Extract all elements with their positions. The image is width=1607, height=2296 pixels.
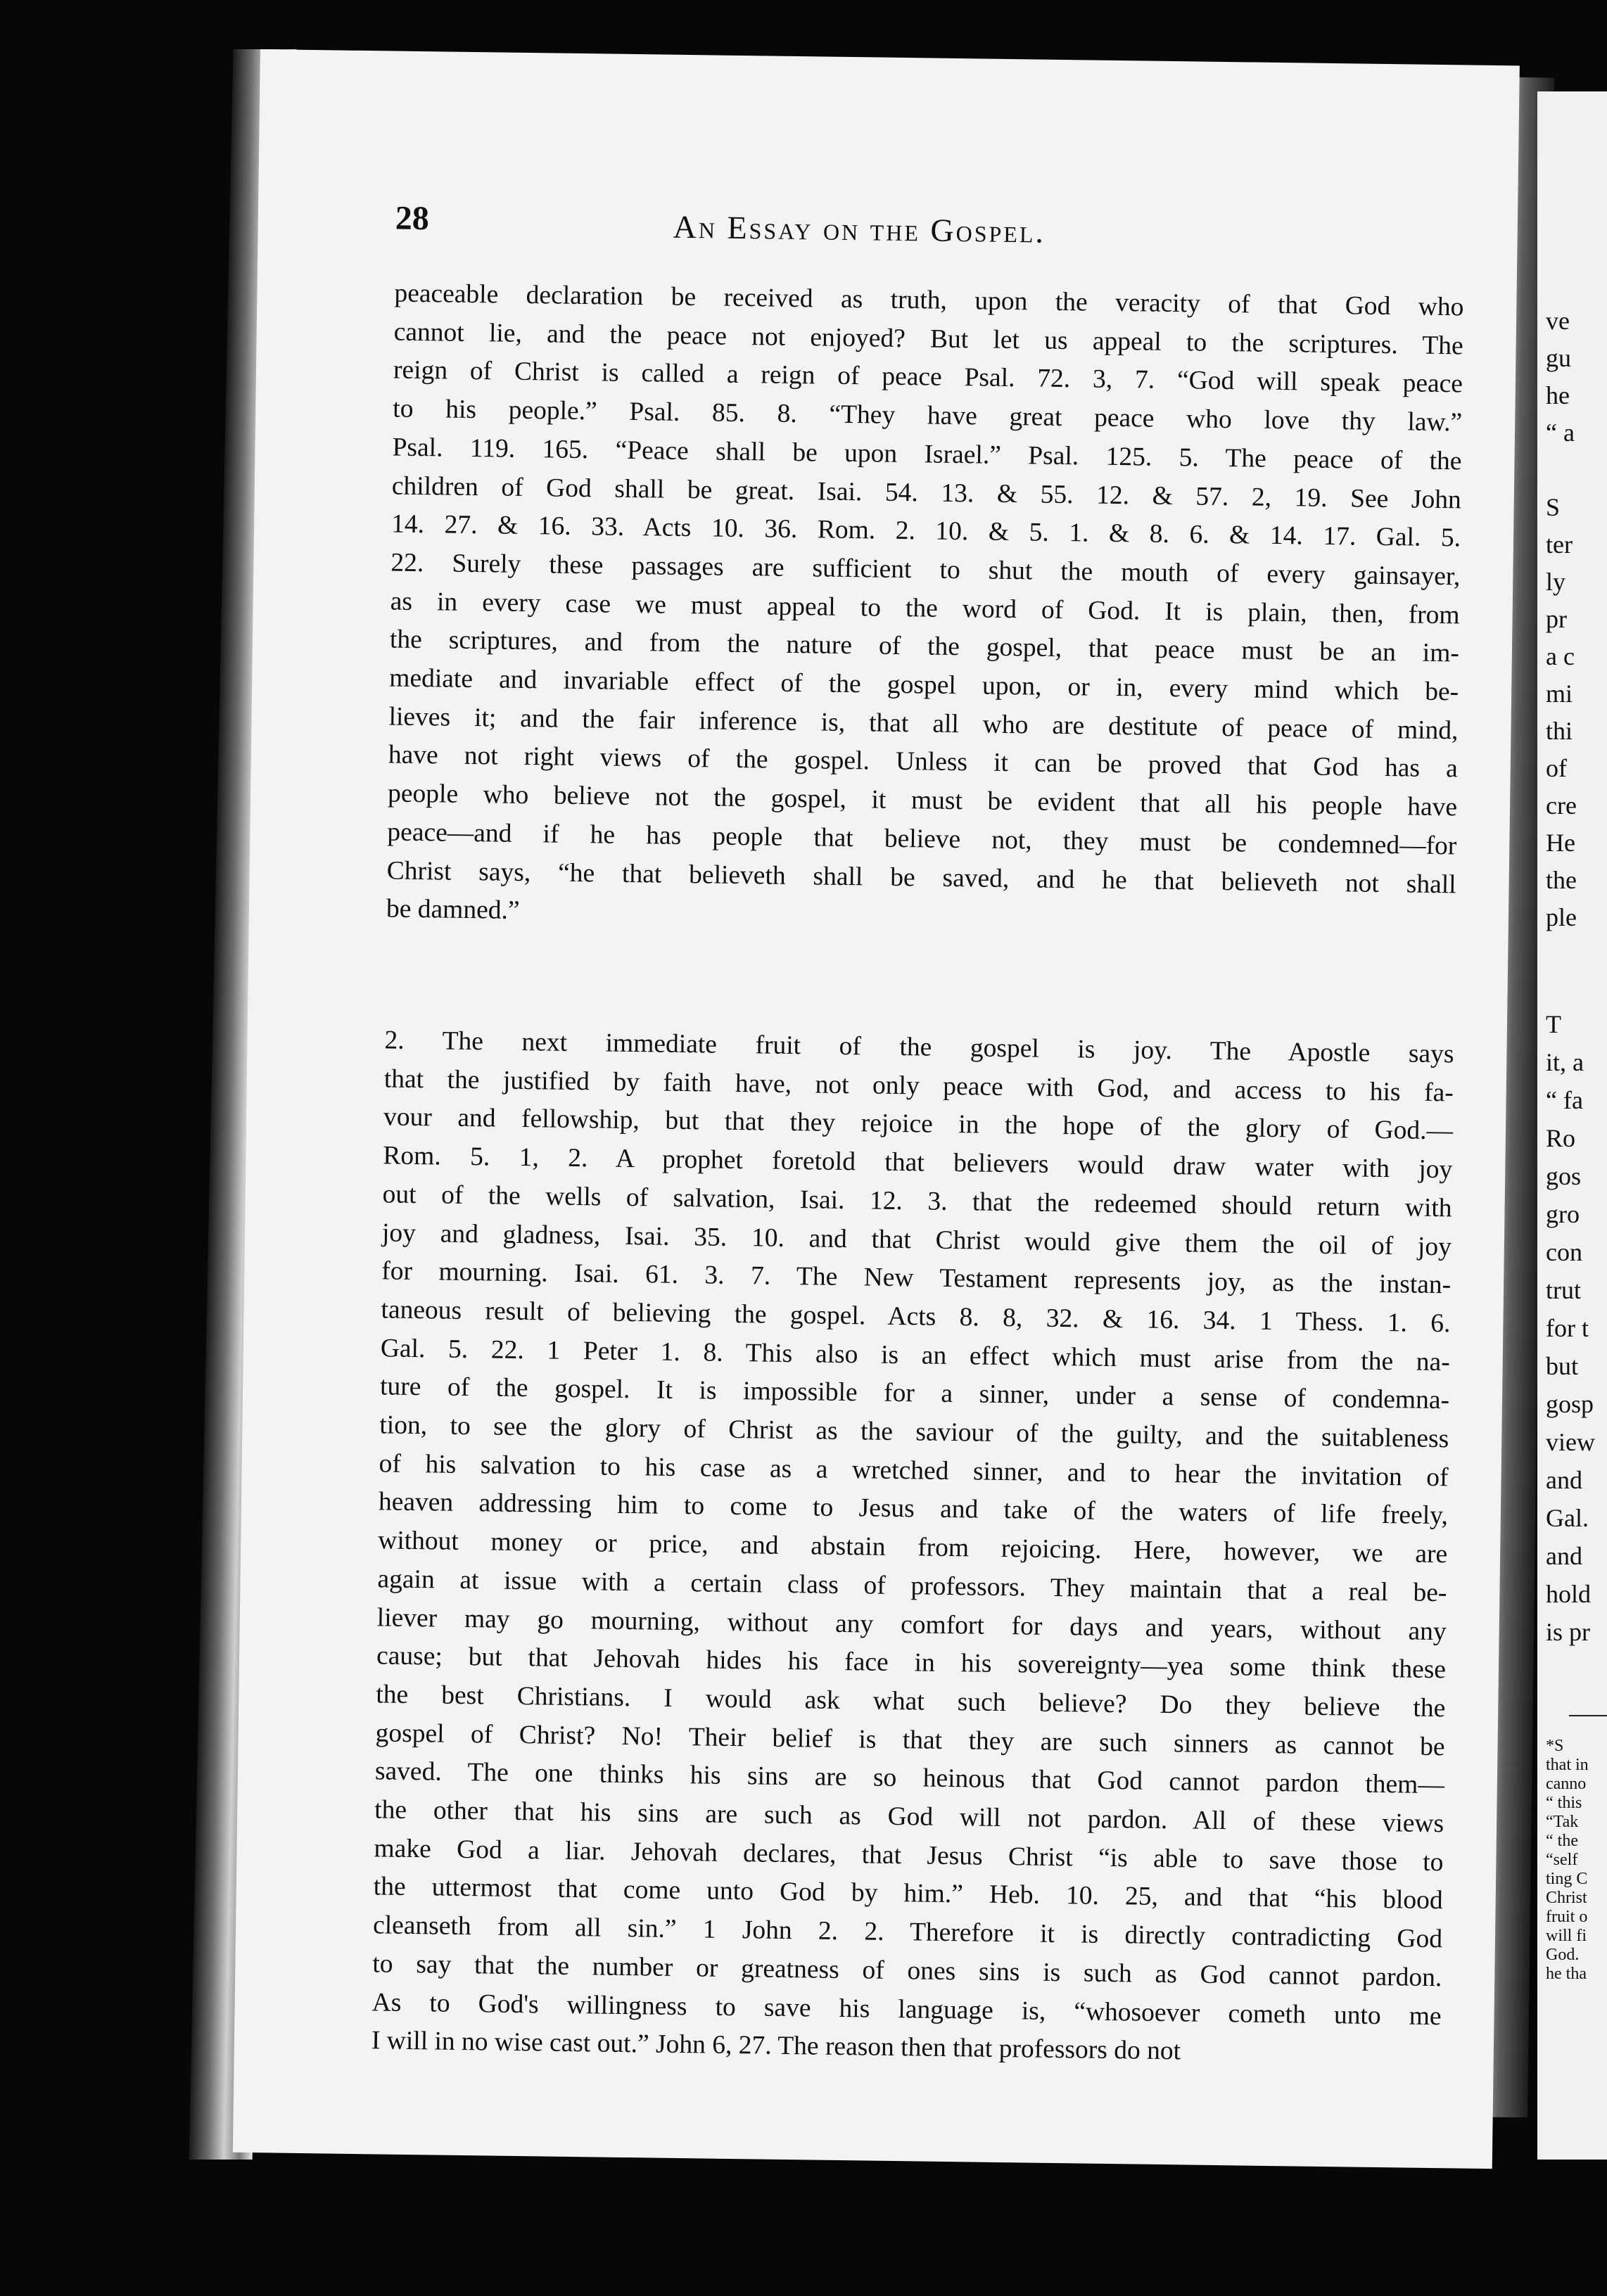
text-line: tion, to see the glory of Christ as the saviour of the guilty, and the suitableness (379, 1410, 1449, 1454)
facing-page-fragment: mi (1546, 680, 1573, 708)
text-line: make God a liar. Jehovah declares, that Jesus Christ “is able to save those to (374, 1834, 1444, 1877)
text-line: Gal. 5. 22. 1 Peter 1. 8. This also is an effect which must arise from the na- (380, 1334, 1450, 1377)
paragraph-2 (371, 1021, 1454, 2074)
text-line: without money or price, and abstain from rejoicing. Here, however, we are (377, 1526, 1448, 1569)
text-line: 22. Surely these passages are sufficient to shut the mouth of every gainsayer, (390, 548, 1461, 592)
facing-page-fragment: he tha (1546, 1965, 1587, 1983)
facing-page-fragment: view (1546, 1428, 1595, 1456)
text-line: gospel of Christ? No! Their belief is that they are such sinners as cannot be (375, 1718, 1445, 1761)
text-line: mediate and invariable effect of the gospel upon, or in, every mind which be- (389, 663, 1459, 707)
facing-page-fragment: ting C (1546, 1870, 1588, 1888)
text-line: of his salvation to his case as a wretched sinner, and to hear the invitation of (379, 1449, 1449, 1493)
text-line: Psal. 119. 165. “Peace shall be upon Israel.” Psal. 125. 5. The peace of the (392, 433, 1462, 476)
text-line: Christ says, “he that believeth shall be saved, and he that believeth not shall (386, 856, 1456, 899)
facing-page-fragment: trut (1546, 1276, 1581, 1304)
facing-page-fragment: but (1546, 1352, 1579, 1380)
facing-page-fragment: “self (1546, 1851, 1578, 1869)
text-line: cannot lie, and the peace not enjoyed? But let us appeal to the scriptures. The (393, 317, 1463, 361)
text-line: as in every case we must appeal to the word of God. It is plain, then, from (390, 587, 1460, 630)
text-line: ture of the gospel. It is impossible for a sinner, under a sense of condemna- (379, 1372, 1450, 1415)
facing-page-fragment: fruit o (1546, 1908, 1588, 1926)
running-title: An Essay on the Gospel. (673, 208, 1046, 250)
facing-page-fragment: S (1546, 493, 1561, 521)
facing-page-fragment: canno (1546, 1775, 1587, 1793)
facing-page-fragment: hold (1546, 1580, 1592, 1608)
facing-page-fragment: pr (1546, 605, 1567, 633)
facing-page-fragment: “Tak (1546, 1813, 1579, 1831)
text-line: to his people.” Psal. 85. 8. “They have great peace who love thy law.” (393, 394, 1463, 438)
facing-page-fragment: thi (1546, 717, 1573, 745)
text-line: the best Christians. I would ask what such believe? Do they believe the (376, 1680, 1446, 1723)
facing-page-fragment: gos (1546, 1162, 1582, 1190)
facing-page-fragment: ve (1546, 307, 1570, 335)
facing-page-fragment: Ro (1546, 1124, 1576, 1152)
text-line: Rom. 5. 1, 2. A prophet foretold that believers would draw water with joy (383, 1141, 1453, 1185)
facing-page-fragment: will fi (1546, 1927, 1587, 1945)
facing-page-fragment: God. (1546, 1946, 1580, 1964)
text-line: the other that his sins are such as God will not pardon. All of these views (374, 1795, 1444, 1839)
text-line: 2. The next immediate fruit of the gospel is joy. The Apostle says (384, 1026, 1454, 1069)
paragraph-1 (386, 275, 1464, 943)
facing-page-fragment: ple (1546, 903, 1577, 931)
facing-page-fragment: con (1546, 1238, 1582, 1266)
text-line: As to God's willingness to save his language is, “whosoever cometh unto me (371, 1987, 1442, 2031)
facing-page-fragment: “ the (1546, 1832, 1578, 1850)
text-line: the scriptures, and from the nature of the gospel, that peace must be an im- (389, 625, 1460, 668)
facing-page-fragment: ly (1546, 568, 1566, 596)
facing-page-fragment: Gal. (1546, 1504, 1589, 1532)
text-line: reign of Christ is called a reign of peace Psal. 72. 3, 7. “God will speak peace (393, 355, 1463, 399)
facing-page-fragment: for t (1546, 1314, 1589, 1342)
text-line: the uttermost that come unto God by him.” Heb. 10. 25, and that “his blood (373, 1872, 1443, 1915)
facing-page-fragment: ter (1546, 530, 1573, 559)
text-line: lieves it; and the fair inference is, that all who are destitute of peace of mind, (388, 702, 1459, 746)
facing-page-fragment: of (1546, 754, 1567, 782)
facing-page-fragment: T (1546, 1010, 1561, 1038)
text-line: I will in no wise cast out.” John 6, 27. The reason then that professors do not (371, 2026, 1181, 2066)
page-number: 28 (395, 199, 430, 238)
text-line: cleanseth from all sin.” 1 John 2. 2. Therefore it is directly contradicting God (372, 1911, 1443, 1954)
book-page (233, 49, 1520, 2169)
facing-page-fragment: cre (1546, 791, 1577, 819)
text-line: peace—and if he has people that believe not, they must be condemned—for (387, 817, 1457, 861)
text-line: out of the wells of salvation, Isai. 12. 3. that the redeemed should return with (382, 1180, 1452, 1223)
text-line: taneous result of believing the gospel. Acts 8. 8, 32. & 16. 34. 1 Thess. 1. 6. (381, 1295, 1451, 1339)
text-line: cause; but that Jehovah hides his face in his sovereignty—yea some think these (376, 1641, 1447, 1685)
text-line: 14. 27. & 16. 33. Acts 10. 36. Rom. 2. 10. & 5. 1. & 8. 6. & 14. 17. Gal. 5. (390, 509, 1461, 553)
facing-page-fragment: “ fa (1546, 1086, 1583, 1114)
text-line: again at issue with a certain class of professors. They maintain that a real be- (377, 1564, 1447, 1608)
text-line: children of God shall be great. Isai. 54. 13. & 55. 12. & 57. 2, 19. See John (391, 471, 1462, 514)
facing-page-fragment: *S (1546, 1737, 1564, 1755)
text-line: liever may go mourning, without any comfort for days and years, without any (376, 1602, 1447, 1646)
facing-page-fragment: Christ (1546, 1889, 1587, 1907)
facing-page-fragment: a c (1546, 642, 1575, 670)
facing-page-fragment: he (1546, 381, 1570, 409)
facing-page-fragment: it, a (1546, 1048, 1584, 1076)
facing-page-fragment: gu (1546, 344, 1571, 372)
facing-page-fragment: and (1546, 1466, 1582, 1494)
facing-page-fragment: the (1546, 866, 1577, 894)
text-line: that the justified by faith have, not only peace with God, and access to his fa- (383, 1064, 1454, 1108)
facing-page-fragment: “ this (1546, 1794, 1582, 1812)
facing-page-fragment: gro (1546, 1200, 1580, 1228)
text-line: peaceable declaration be received as truth, upon the veracity of that God who (394, 279, 1464, 322)
text-line: be damned.” (386, 894, 520, 926)
text-line: have not right views of the gospel. Unless it can be proved that God has a (388, 740, 1459, 784)
facing-page-fragment: gosp (1546, 1390, 1594, 1418)
text-line: to say that the number or greatness of ones sins is such as God cannot pardon. (372, 1949, 1442, 1993)
footnote-rule (1569, 1715, 1607, 1716)
facing-page-fragment: that in (1546, 1756, 1589, 1774)
text-line: people who believe not the gospel, it must be evident that all his people have (387, 779, 1458, 822)
text-line: joy and gladness, Isai. 35. 10. and that Christ would give them the oil of joy (381, 1218, 1452, 1261)
facing-page-fragment: and (1546, 1542, 1582, 1570)
text-line: saved. The one thinks his sins are so heinous that God cannot pardon them— (374, 1756, 1445, 1800)
text-line: for mourning. Isai. 61. 3. 7. The New Testament represents joy, as the instan- (381, 1256, 1452, 1300)
text-line: heaven addressing him to come to Jesus and take of the waters of life freely, (378, 1487, 1449, 1531)
text-line: vour and fellowship, but that they rejoice in the hope of the glory of God.— (383, 1102, 1454, 1146)
facing-page-fragment: He (1546, 829, 1575, 857)
facing-page-fragment: “ a (1546, 419, 1575, 447)
facing-page-fragment: is pr (1546, 1618, 1590, 1646)
